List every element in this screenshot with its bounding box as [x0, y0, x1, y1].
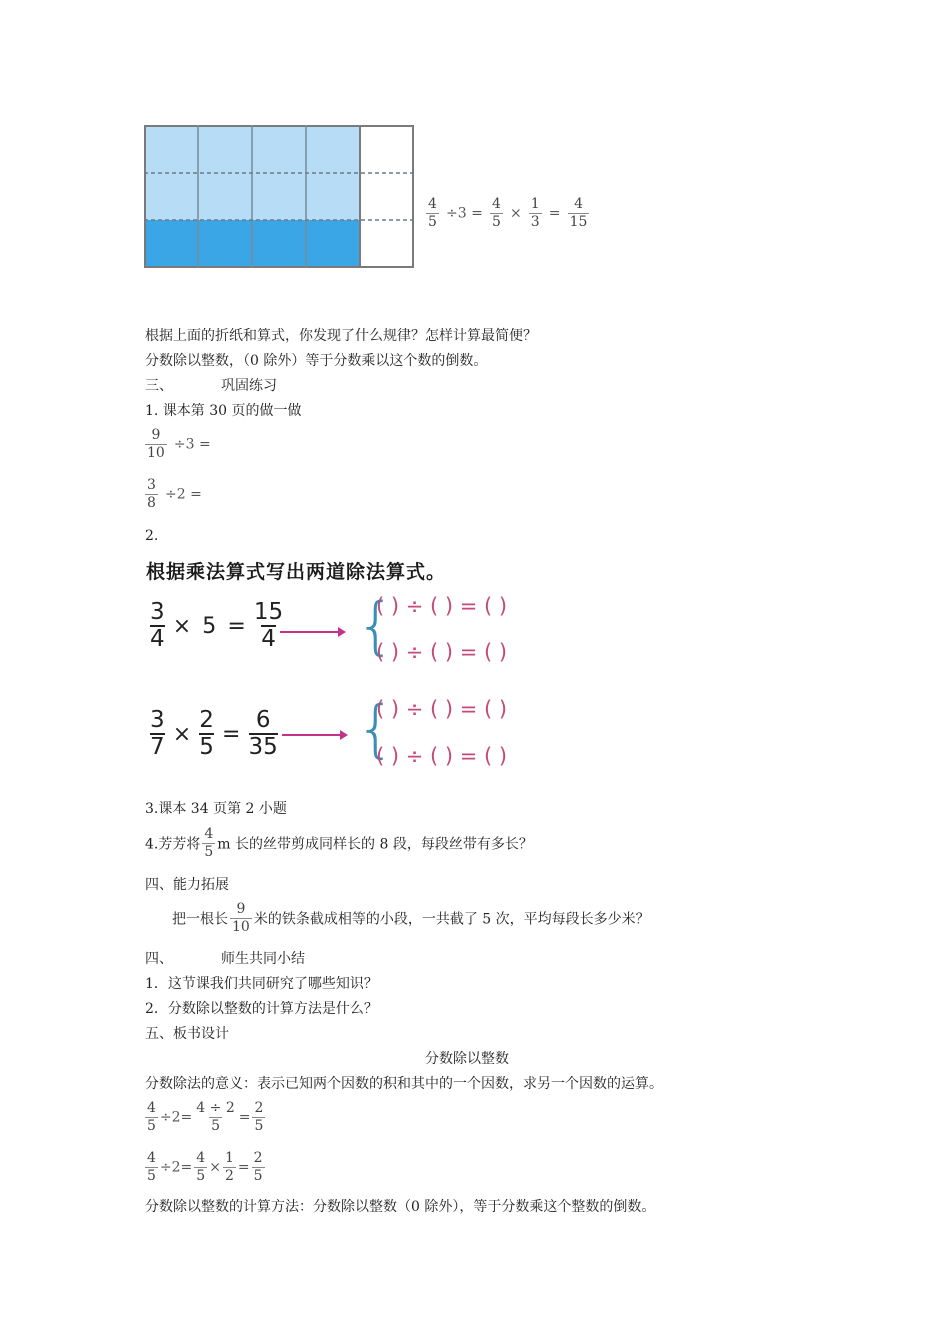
section-number: 三、	[145, 378, 173, 394]
operator: ÷2=	[159, 1159, 193, 1176]
arrow-icon	[282, 734, 346, 736]
question-rule: 根据上面的折纸和算式，你发现了什么规律？怎样计算最简便？	[145, 328, 537, 344]
multiplication-equation	[150, 600, 283, 652]
exercise-4	[145, 826, 533, 861]
operator: ×	[172, 721, 192, 747]
blank-division: ( ) ÷ ( ) = ( )	[376, 744, 508, 768]
fraction: $\frac{3}{8}$	[147, 477, 156, 511]
operator: ×	[209, 1159, 221, 1176]
paper-fold-grid	[144, 125, 414, 268]
fraction: $\frac{2}{5}$	[254, 1100, 264, 1134]
operator: =	[237, 1159, 250, 1176]
fraction: $\frac{4}{5}$	[428, 196, 437, 230]
fraction: $\frac{1}{3}$	[530, 196, 540, 230]
operator: ÷2=	[159, 1109, 193, 1126]
operator: ÷3 =	[446, 205, 483, 222]
grid-formula	[424, 196, 591, 231]
brace-icon: {	[356, 589, 396, 662]
fraction: $\frac{2}{5}$	[253, 1150, 263, 1184]
operator: ÷3 =	[173, 436, 211, 453]
section-heading: 四、能力拓展	[145, 877, 229, 893]
fraction: $\frac{4 \div 2}{5}$	[196, 1100, 235, 1134]
picture-title: 根据乘法算式写出两道除法算式。	[146, 561, 447, 583]
section-number: 四、	[145, 951, 173, 967]
fraction: $\frac{1}{2}$	[224, 1150, 234, 1184]
extension-problem	[172, 901, 650, 936]
exercise-expression	[143, 477, 202, 512]
section-title: 巩固练习	[221, 378, 277, 394]
fraction: $\frac{3}{7}$	[150, 707, 165, 760]
problem-text: 米的铁条截成相等的小段，一共截了 5 次，平均每段长多少米？	[253, 911, 650, 928]
brace-icon: {	[356, 692, 396, 765]
section-heading	[145, 950, 305, 968]
blank-division: ( ) ÷ ( ) = ( )	[376, 697, 508, 721]
operator: =	[238, 1109, 251, 1126]
exercise-3-label: 3.课本 34 页第 2 小题	[145, 801, 287, 817]
fold-grid-svg	[144, 125, 414, 268]
operator: =	[548, 205, 561, 222]
exercise-text: m 长的丝带剪成同样长的 8 段，每段丝带有多长？	[217, 836, 533, 853]
fraction: $\frac{4}{5}$	[147, 1150, 156, 1184]
fraction: $\frac{9}{10}$	[147, 427, 165, 461]
rule-statement: 分数除以整数，（0 除外）等于分数乘以这个数的倒数。	[145, 353, 488, 369]
multiplication-equation	[150, 708, 278, 760]
board-equation	[143, 1150, 267, 1185]
operator: =	[227, 613, 246, 639]
fraction: $\frac{15}{4}$	[253, 599, 284, 652]
arrow-icon	[280, 631, 344, 633]
unshaded-area	[360, 125, 414, 268]
board-title: 分数除以整数	[425, 1051, 509, 1067]
definition: 分数除法的意义：表示已知两个因数的积和其中的一个因数，求另一个因数的运算。	[145, 1076, 663, 1092]
fraction: $\frac{4}{15}$	[569, 196, 588, 230]
fraction: $\frac{4}{5}$	[147, 1100, 156, 1134]
exercise-text: 4.芳芳将	[145, 836, 201, 853]
section-heading	[145, 377, 277, 395]
operator: ×	[509, 205, 522, 222]
summary-question: 1．这节课我们共同研究了哪些知识？	[145, 976, 378, 992]
operator: =	[222, 721, 241, 747]
operator: ÷2 =	[165, 486, 202, 503]
summary-question: 2．分数除以整数的计算方法是什么？	[145, 1001, 378, 1017]
operand: 5	[202, 613, 217, 639]
blank-division: ( ) ÷ ( ) = ( )	[376, 594, 508, 618]
fraction: $\frac{2}{5}$	[199, 707, 214, 760]
fraction: $\frac{4}{5}$	[196, 1150, 206, 1184]
fraction: $\frac{6}{35}$	[248, 707, 278, 760]
blank-division: ( ) ÷ ( ) = ( )	[376, 640, 508, 664]
fraction: $\frac{9}{10}$	[232, 901, 250, 935]
fraction: $\frac{3}{4}$	[150, 599, 165, 652]
board-equation	[143, 1100, 267, 1135]
fraction: $\frac{4}{5}$	[491, 196, 501, 230]
operator: ×	[172, 613, 192, 639]
section-heading: 五、板书设计	[145, 1026, 229, 1042]
exercise-2-label: 2.	[145, 528, 159, 544]
fraction: $\frac{4}{5}$	[204, 826, 214, 860]
section-title: 师生共同小结	[221, 951, 305, 967]
exercise-expression	[143, 427, 211, 462]
method-statement: 分数除以整数的计算方法：分数除以整数（0 除外），等于分数乘这个整数的倒数。	[145, 1199, 656, 1215]
problem-text: 把一根长	[172, 911, 228, 928]
exercise-1-label: 1. 课本第 30 页的做一做	[145, 403, 302, 419]
